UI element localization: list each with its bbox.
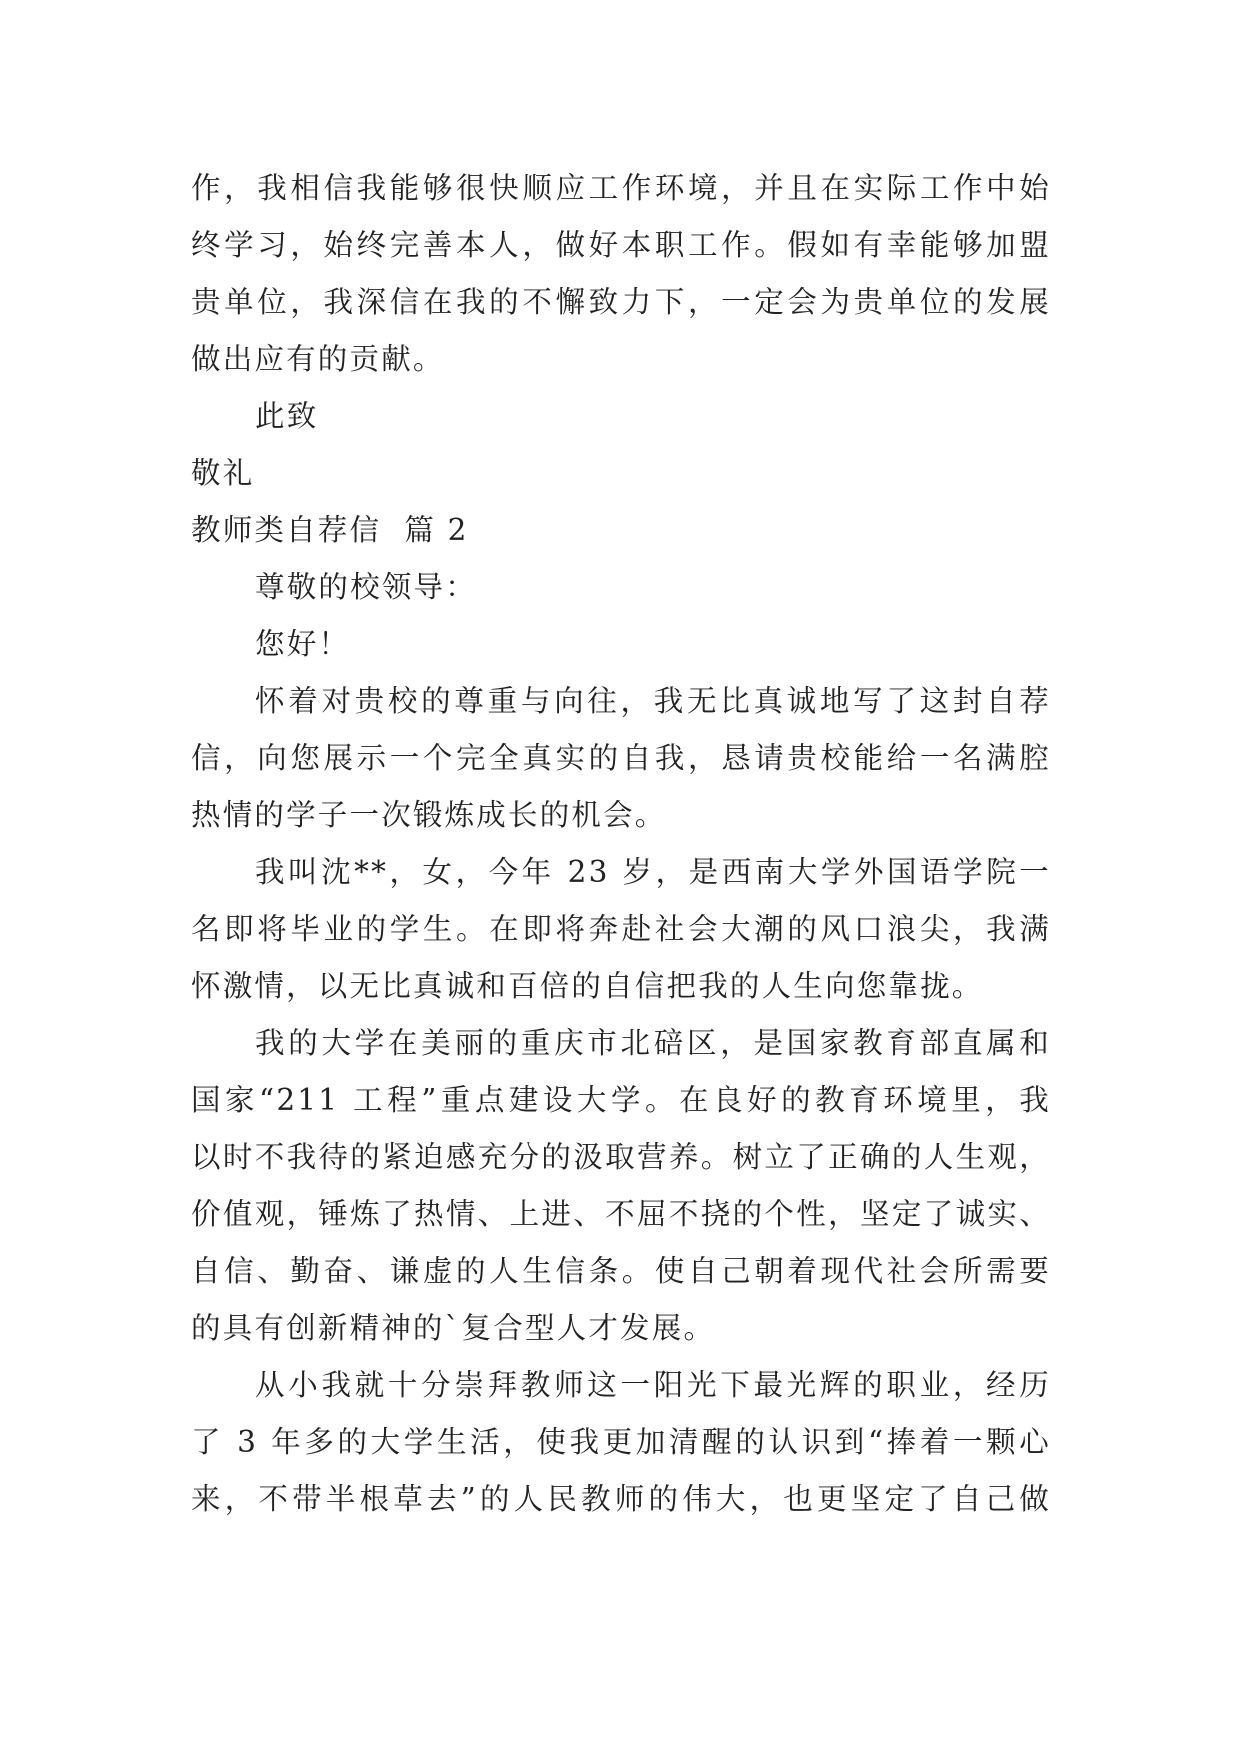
paragraph-line: 热情的学子一次锻炼成长的机会。 <box>191 798 667 832</box>
paragraph-line: 价值观，锤炼了热情、上进、不屈不挠的个性，坚定了诚实、 <box>191 1197 1051 1231</box>
paragraph-line: 了 3 年多的大学生活，使我更加清醒的认识到“捧着一颗心 <box>191 1425 1051 1459</box>
paragraph-line: 作，我相信我能够很快顺应工作环境，并且在实际工作中始 <box>191 171 1051 205</box>
paragraph-line: 信，向您展示一个完全真实的自我，恳请贵校能给一名满腔 <box>191 741 1051 775</box>
greeting-line: 您好！ <box>255 627 351 661</box>
salutation-closing: 敬礼 <box>191 456 255 490</box>
paragraph-line: 的具有创新精神的`复合型人才发展。 <box>191 1311 716 1345</box>
paragraph-line: 从小我就十分崇拜教师这一阳光下最光辉的职业，经历 <box>255 1368 1051 1402</box>
paragraph-line: 怀激情，以无比真诚和百倍的自信把我的人生向您靠拢。 <box>191 969 984 1003</box>
paragraph-line: 以时不我待的紧迫感充分的汲取营养。树立了正确的人生观， <box>191 1140 1051 1174</box>
paragraph-line: 名即将毕业的学生。在即将奔赴社会大潮的风口浪尖，我满 <box>191 912 1051 946</box>
paragraph-line: 终学习，始终完善本人，做好本职工作。假如有幸能够加盟 <box>191 228 1051 262</box>
paragraph-line: 做出应有的贡献。 <box>191 342 445 376</box>
paragraph-line: 我的大学在美丽的重庆市北碚区，是国家教育部直属和 <box>255 1026 1051 1060</box>
greeting-line: 尊敬的校领导： <box>255 570 477 604</box>
paragraph-line: 来，不带半根草去”的人民教师的伟大，也更坚定了自己做 <box>191 1482 1051 1516</box>
paragraph-line: 自信、勤奋、谦虚的人生信条。使自己朝着现代社会所需要 <box>191 1254 1051 1288</box>
section-heading: 教师类自荐信 篇 2 <box>191 513 469 547</box>
closing-line: 此致 <box>255 399 319 433</box>
paragraph-line: 贵单位，我深信在我的不懈致力下，一定会为贵单位的发展 <box>191 285 1051 319</box>
paragraph-line: 怀着对贵校的尊重与向往，我无比真诚地写了这封自荐 <box>255 684 1051 718</box>
paragraph-line: 我叫沈**，女，今年 23 岁，是西南大学外国语学院一 <box>255 855 1051 889</box>
paragraph-line: 国家“211 工程”重点建设大学。在良好的教育环境里，我 <box>191 1083 1051 1117</box>
